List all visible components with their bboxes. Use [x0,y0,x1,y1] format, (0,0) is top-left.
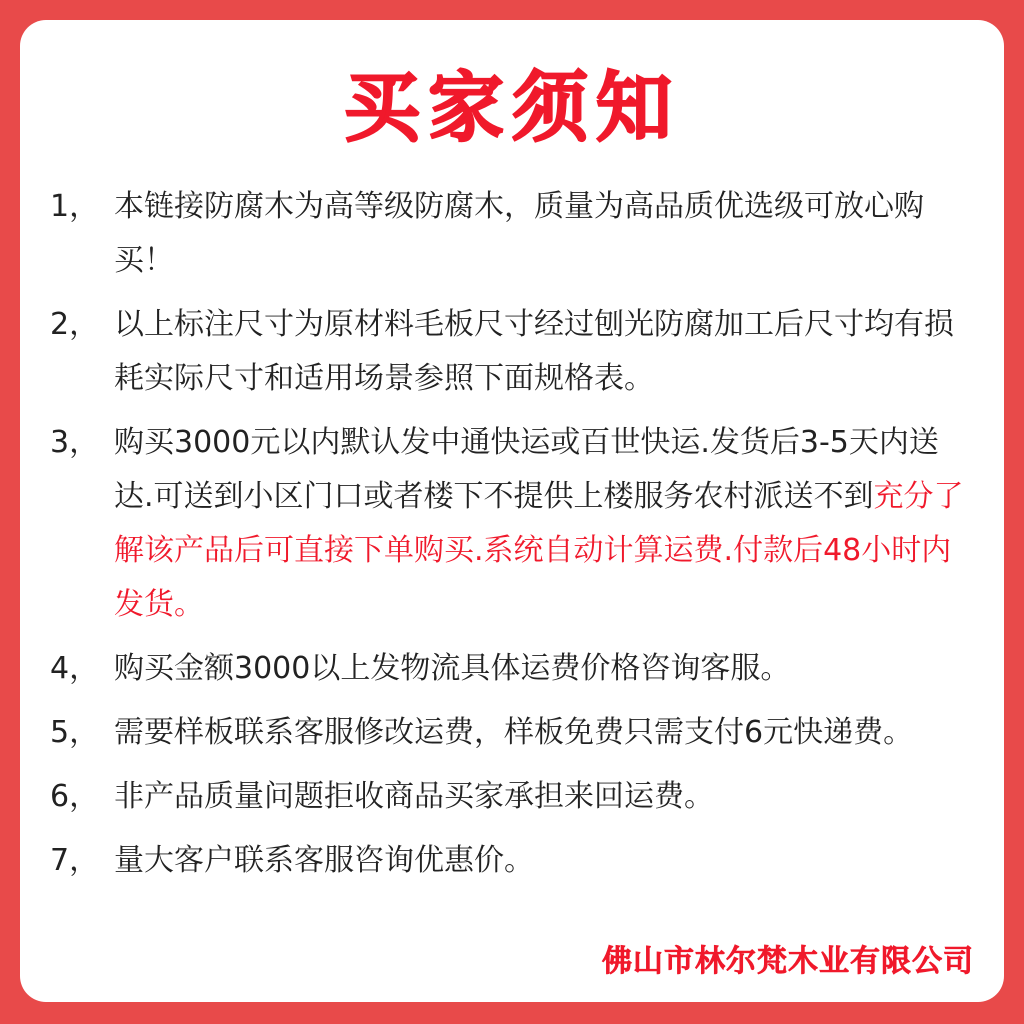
company-name: 佛山市林尔梵木业有限公司 [602,944,974,979]
item-number: 7， [50,843,100,878]
page-title: 买家须知 [344,63,680,152]
item-number: 6， [50,779,100,814]
item-text-highlight: 充分了解该产品后可直接下单购买.系统自动计算运费.付款后48小时内发货。 [114,479,964,622]
list-item [50,180,970,288]
list-item [50,642,970,696]
item-text: 购买金额3000以上发物流具体运费价格咨询客服。 [114,651,791,686]
notice-card [20,20,1004,1002]
list-item [50,298,970,406]
item-number: 4， [50,651,100,686]
item-text: 购买3000元以内默认发中通快运或百世快运.发货后3-5天内送达.可送到小区门口或者楼下不提供上楼服务农村派送不到 [114,425,939,514]
item-text: 本链接防腐木为高等级防腐木，质量为高品质优选级可放心购买！ [114,189,924,278]
list-item [50,834,970,888]
item-number: 5， [50,715,100,750]
item-text: 以上标注尺寸为原材料毛板尺寸经过刨光防腐加工后尺寸均有损耗实际尺寸和适用场景参照下面规格表。 [114,307,954,396]
item-number: 1， [50,189,100,224]
list-item [50,770,970,824]
item-number: 2， [50,307,100,342]
item-number: 3， [50,425,100,460]
notice-list [50,180,970,898]
item-text: 量大客户联系客服咨询优惠价。 [114,843,534,878]
list-item [50,416,970,632]
item-text: 非产品质量问题拒收商品买家承担来回运费。 [114,779,714,814]
item-text: 需要样板联系客服修改运费，样板免费只需支付6元快递费。 [114,715,914,750]
item-text-group [114,416,964,632]
list-item [50,706,970,760]
